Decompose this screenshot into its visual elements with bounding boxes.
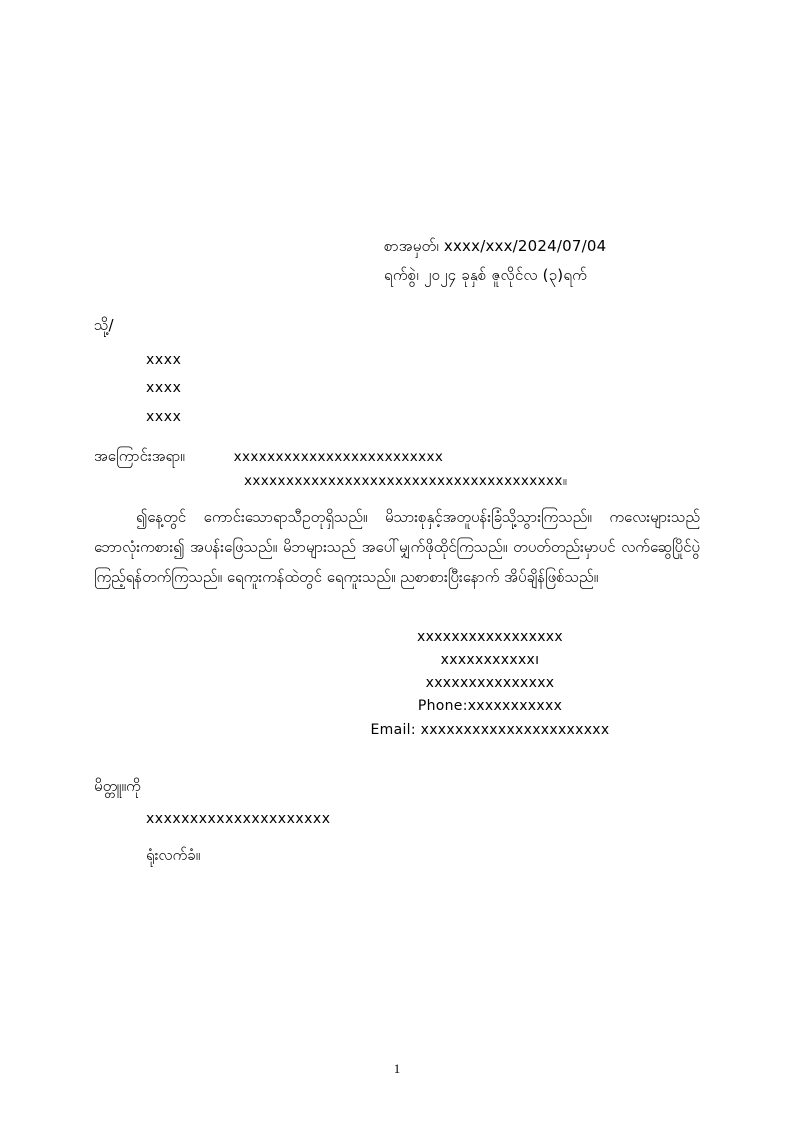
recipient-line: xxxx [146,408,182,425]
subject-row [94,442,700,471]
signature-block [94,626,700,741]
subject-continuation: xxxxxxxxxxxxxxxxxxxxxxxxxxxxxxxxxxxxxx။ [244,473,568,490]
signature-phone: Phone:xxxxxxxxxxx [417,698,563,715]
to-label: သို့/ [94,316,114,334]
document-body [94,232,700,869]
recipient-line: xxxx [146,380,182,397]
recipient-line: xxxx [146,351,182,368]
page-number: 1 [393,1061,401,1076]
copy-recipient: xxxxxxxxxxxxxxxxxxxxx [146,811,331,828]
signature-email: Email: xxxxxxxxxxxxxxxxxxxxxx [370,721,610,738]
letter-header [94,232,700,289]
copy-block [94,772,700,870]
signature-org: xxxxxxxxxxxxxxx [425,675,555,692]
subject-value: xxxxxxxxxxxxxxxxxxxxxxxxx [233,448,444,465]
letter-paragraph: ၍နေ့တွင် ကောင်းသောရာသီဥတုရှိသည်။ မိသားစုနှင့်အတူပန်းခြံသို့သွားကြသည်။ ကလေးများသည် ဘောလုံးကစား၍ အပန်းဖြေသည်။ မိဘများသည် အပေါ်မျှက်ဖိုထိုင်ကြသည်။ တပတ်တည်းမှာပင် လက်ဆွေပြိုင်ပွဲကြည့်ရန်တက်ကြသည်။ ရေကူးကန်ထဲတွင် ရေကူးသည်။ ညစာစားပြီးနောက် အိပ်ချိန်ဖြစ်သည်။ [94,508,700,587]
copy-file: ရုံးလက်ခံ။ [146,845,201,864]
letter-date: ရက်စွဲ၊ ၂၀၂၄ ခုနှစ် ဇူလိုင်လ (၃)ရက် [384,265,588,284]
reference-number: စာအမှတ်၊ xxxx/xxx/2024/07/04 [384,237,607,255]
subject-label: အကြောင်းအရာ။ [94,446,185,465]
recipient-list [94,346,700,432]
copy-title: မိတ္တူ။ကို [94,776,141,795]
signature-name: xxxxxxxxxxxxxxxxx [417,629,563,646]
signature-title: xxxxxxxxxxxı [440,652,540,669]
